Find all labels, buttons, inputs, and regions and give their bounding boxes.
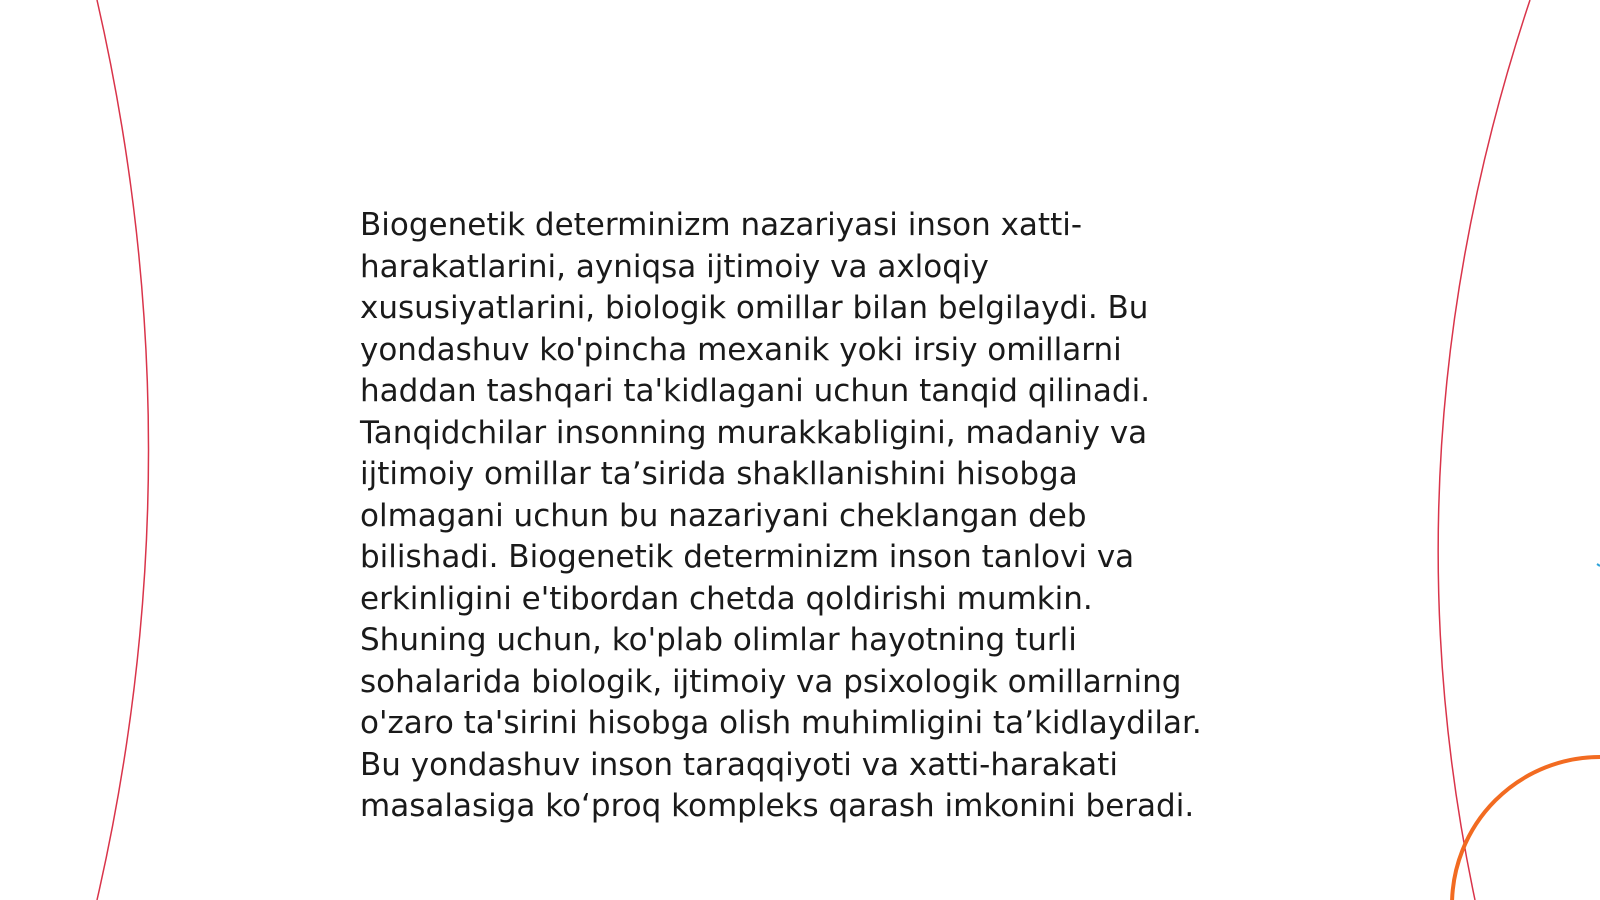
paragraph-line: haddan tashqari ta'kidlagani uchun tanqid qilinadi. xyxy=(360,373,1151,409)
paragraph-line: masalasiga ko‘proq kompleks qarash imkonini beradi. xyxy=(360,788,1195,824)
paragraph-line: yondashuv ko'pincha mexanik yoki irsiy omillarni xyxy=(360,331,1122,368)
paragraph-line: olmagani uchun bu nazariyani cheklangan deb xyxy=(360,497,1087,534)
paragraph-line: Bu yondashuv inson taraqqiyoti va xatti-harakati xyxy=(360,746,1118,783)
right-arc-line xyxy=(1438,0,1530,900)
paragraph-line: Tanqidchilar insonning murakkabligini, madaniy va xyxy=(360,414,1148,451)
paragraph-line: Shuning uchun, ko'plab olimlar hayotning turli xyxy=(360,622,1077,658)
body-paragraph xyxy=(360,205,1260,828)
left-arc-line xyxy=(97,0,149,900)
paragraph-line: ijtimoiy omillar ta’sirida shakllanishini hisobga xyxy=(360,456,1078,492)
paragraph-line: erkinligini e'tibordan chetda qoldirishi mumkin. xyxy=(360,580,1093,617)
paragraph-line: Biogenetik determinizm nazariyasi inson xatti- xyxy=(360,207,1083,243)
paragraph-line: bilishadi. Biogenetik determinizm inson tanlovi va xyxy=(360,539,1135,575)
paragraph-line: sohalarida biologik, ijtimoiy va psixologik omillarning xyxy=(360,663,1182,700)
paragraph-line: o'zaro ta'sirini hisobga olish muhimligini ta’kidlaydilar. xyxy=(360,705,1202,741)
paragraph-line: xususiyatlarini, biologik omillar bilan belgilaydi. Bu xyxy=(360,290,1149,326)
paragraph-line: harakatlarini, ayniqsa ijtimoiy va axloqiy xyxy=(360,248,989,285)
accent-circle xyxy=(1452,757,1600,900)
